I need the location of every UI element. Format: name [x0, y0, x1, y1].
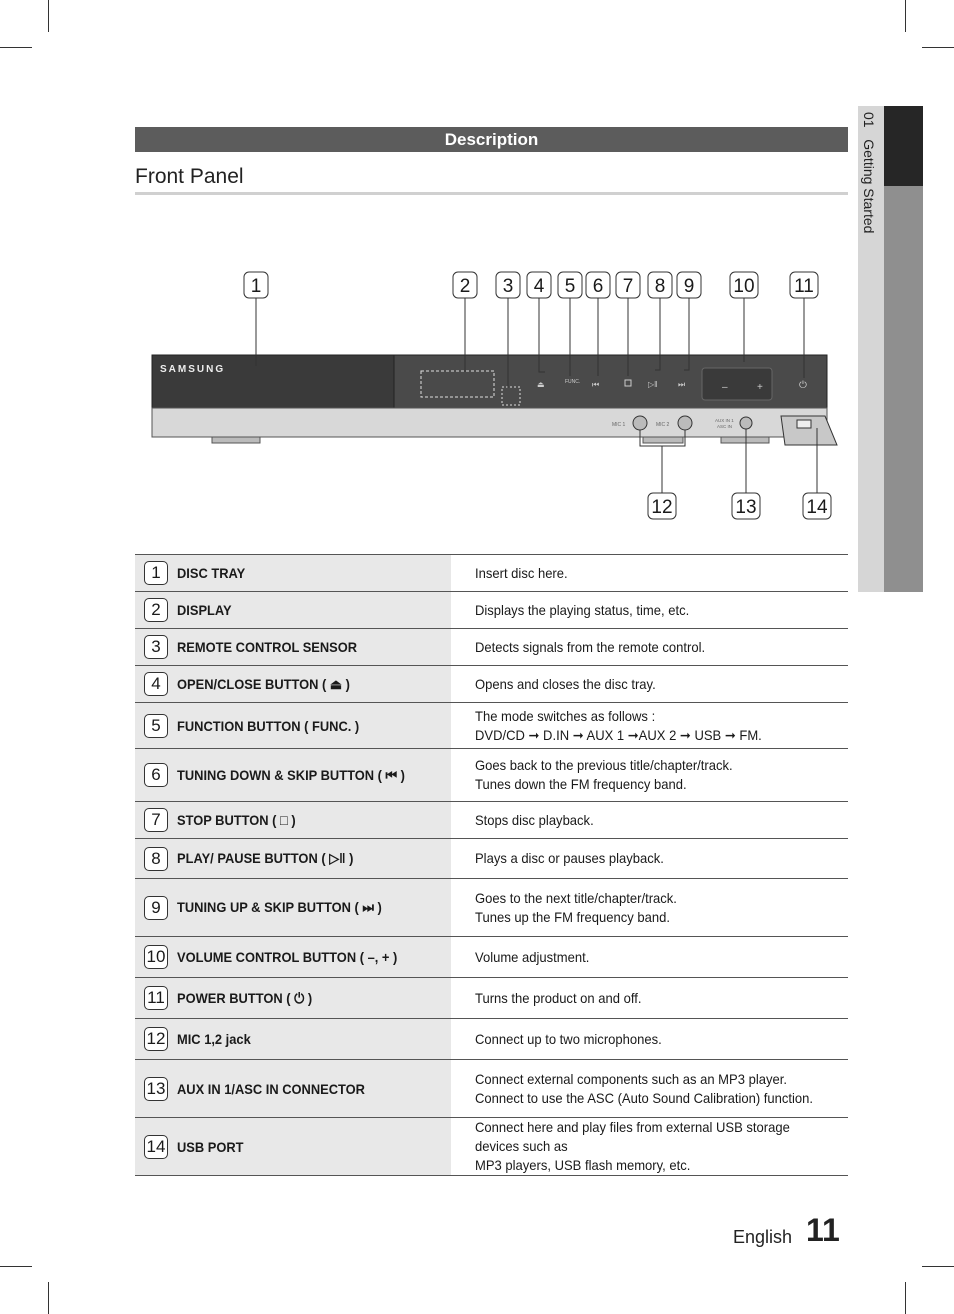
component-description	[475, 555, 822, 592]
description-line: Insert disc here.	[475, 564, 568, 581]
chapter-tab	[858, 106, 923, 592]
description-line: Plays a disc or pauses playback.	[475, 850, 664, 866]
component-description	[475, 978, 822, 1019]
chapter-tab-light	[858, 106, 884, 592]
callout-10	[730, 272, 758, 298]
svg-text:2: 2	[459, 276, 471, 297]
section-header: Description	[135, 127, 848, 152]
description-line: DVD/CD ➞ D.IN ➞ AUX 1 ➞AUX 2 ➞ USB ➞ FM.	[475, 726, 762, 743]
table-row	[135, 666, 848, 703]
component-description	[475, 749, 822, 802]
page-number: 11	[806, 1212, 840, 1248]
table-row	[135, 749, 848, 802]
callout-6	[586, 272, 610, 298]
callout-5	[558, 272, 582, 298]
description-table	[135, 554, 848, 1176]
callout-7	[616, 272, 640, 298]
usb-port	[797, 420, 811, 428]
callout-4	[527, 272, 551, 298]
row-number-badge: 10	[144, 945, 168, 969]
table-row	[135, 1019, 848, 1060]
svg-text:11: 11	[794, 276, 814, 297]
callout-11	[790, 272, 818, 298]
row-number-cell	[135, 629, 177, 666]
svg-text:1: 1	[250, 276, 262, 297]
svg-text:3: 3	[502, 276, 514, 297]
table-row	[135, 802, 848, 839]
description-line: Tunes up the FM frequency band.	[475, 908, 670, 925]
crop-mark	[48, 1282, 49, 1314]
description-line: Connect up to two microphones.	[475, 1030, 662, 1047]
mic2-jack	[678, 416, 692, 430]
svg-text:8: 8	[654, 276, 666, 297]
mic1-jack	[633, 416, 647, 430]
callout-2	[453, 272, 477, 298]
eject-icon: ⏏	[537, 380, 545, 389]
row-number-cell	[135, 802, 177, 839]
row-number-cell	[135, 937, 177, 978]
crop-mark	[905, 1282, 906, 1314]
row-number-badge: 5	[144, 714, 168, 738]
row-number-badge: 6	[144, 763, 168, 787]
table-row	[135, 555, 848, 592]
svg-text:6: 6	[592, 276, 604, 297]
power-icon: ⏻	[799, 380, 807, 391]
row-number-cell	[135, 703, 177, 749]
component-name: FUNCTION BUTTON ( FUNC. )	[177, 703, 451, 749]
svg-text:9: 9	[683, 276, 695, 297]
device-foot	[721, 437, 769, 443]
crop-mark	[0, 47, 32, 48]
table-row	[135, 879, 848, 937]
row-number-badge: 8	[144, 847, 168, 871]
device-foot	[643, 437, 683, 443]
skip-forward-icon: ⏭	[678, 380, 686, 389]
svg-text:5: 5	[564, 276, 576, 297]
row-number-cell	[135, 555, 177, 592]
row-number-badge: 9	[144, 896, 168, 920]
component-name: VOLUME CONTROL BUTTON ( –, + )	[177, 937, 451, 978]
row-number-cell	[135, 879, 177, 937]
volume-up-icon: +	[757, 382, 763, 393]
svg-text:7: 7	[622, 276, 634, 297]
row-number-badge: 4	[144, 672, 168, 696]
callout-12	[648, 493, 676, 519]
brand-logo: SAMSUNG	[160, 364, 226, 375]
component-description	[475, 1060, 822, 1118]
title-underline	[135, 192, 848, 195]
description-line: Connect to use the ASC (Auto Sound Calibration) function.	[475, 1089, 814, 1106]
component-name: POWER BUTTON ( ⏻ )	[177, 978, 451, 1019]
component-name: TUNING DOWN & SKIP BUTTON ( ⏮ )	[177, 749, 451, 802]
footer-language: English	[733, 1227, 793, 1247]
component-name: TUNING UP & SKIP BUTTON ( ⏭ )	[177, 879, 451, 937]
table-row	[135, 592, 848, 629]
device-foot	[212, 437, 260, 443]
aux-label: AUX IN 1	[715, 418, 734, 423]
description-line: MP3 players, USB flash memory, etc.	[475, 1157, 691, 1173]
disc-tray	[152, 355, 394, 408]
description-line: Displays the playing status, time, etc.	[475, 601, 690, 618]
table-row	[135, 978, 848, 1019]
table-row	[135, 1118, 848, 1176]
component-name: DISPLAY	[177, 592, 451, 629]
row-number-cell	[135, 749, 177, 802]
crop-mark	[0, 1266, 32, 1267]
description-line: Opens and closes the disc tray.	[475, 675, 656, 692]
chapter-tab-text	[861, 112, 877, 233]
callout-14	[803, 493, 831, 519]
description-line: Stops disc playback.	[475, 811, 594, 828]
description-line: The mode switches as follows :	[475, 707, 656, 724]
row-number-cell	[135, 666, 177, 703]
chapter-number: 01	[861, 112, 877, 128]
component-description	[475, 839, 822, 879]
component-description	[475, 879, 822, 937]
component-description	[475, 592, 822, 629]
callout-13	[732, 493, 760, 519]
row-number-badge: 1	[144, 561, 168, 585]
component-name: REMOTE CONTROL SENSOR	[177, 629, 451, 666]
callout-8	[648, 272, 672, 298]
component-description	[475, 703, 822, 749]
row-number-cell	[135, 592, 177, 629]
svg-text:14: 14	[806, 497, 828, 518]
component-name: USB PORT	[177, 1118, 451, 1176]
row-number-cell	[135, 1019, 177, 1060]
row-number-badge: 12	[144, 1027, 168, 1051]
description-line: Tunes down the FM frequency band.	[475, 776, 687, 792]
skip-back-icon: ⏮	[592, 380, 600, 389]
func-label: FUNC.	[565, 379, 581, 385]
component-name: MIC 1,2 jack	[177, 1019, 451, 1060]
description-line: Detects signals from the remote control.	[475, 638, 706, 655]
component-name: DISC TRAY	[177, 555, 451, 592]
component-description	[475, 629, 822, 666]
chapter-tab-dark	[884, 106, 923, 186]
component-name: STOP BUTTON ( □ )	[177, 802, 451, 839]
mic2-label: MIC 2	[656, 422, 670, 428]
row-number-cell	[135, 839, 177, 879]
row-number-badge: 3	[144, 635, 168, 659]
table-row	[135, 937, 848, 978]
row-number-badge: 14	[144, 1135, 168, 1159]
row-number-badge: 13	[144, 1077, 168, 1101]
table-row	[135, 629, 848, 666]
description-line: Connect here and play files from external USB storage devices such as	[475, 1119, 790, 1154]
front-panel-diagram	[135, 260, 848, 530]
asc-label: ASC IN	[717, 424, 733, 429]
description-line: Volume adjustment.	[475, 948, 590, 965]
component-description	[475, 666, 822, 703]
chapter-tab-grey	[884, 186, 923, 592]
svg-text:12: 12	[651, 497, 673, 518]
description-line: Goes to the next title/chapter/track.	[475, 889, 677, 906]
crop-mark	[48, 0, 49, 32]
component-description	[475, 937, 822, 978]
chapter-label: Getting Started	[861, 139, 877, 234]
svg-text:4: 4	[533, 276, 545, 297]
callout-1	[244, 272, 268, 298]
row-number-cell	[135, 978, 177, 1019]
component-name: OPEN/CLOSE BUTTON ( ⏏ )	[177, 666, 451, 703]
table-row	[135, 1060, 848, 1118]
play-pause-icon: ▷‖	[648, 380, 658, 389]
svg-text:13: 13	[735, 497, 757, 518]
crop-mark	[922, 47, 954, 48]
component-description	[475, 1019, 822, 1060]
mic1-label: MIC 1	[612, 422, 626, 428]
table-row	[135, 703, 848, 749]
component-name: AUX IN 1/ASC IN CONNECTOR	[177, 1060, 451, 1118]
page-title: Front Panel	[135, 165, 244, 188]
crop-mark	[922, 1266, 954, 1267]
callout-3	[496, 272, 520, 298]
component-description	[475, 1118, 822, 1176]
row-number-cell	[135, 1118, 177, 1176]
svg-text:10: 10	[733, 276, 755, 297]
description-line: Connect external components such as an MP3 player.	[475, 1070, 787, 1087]
volume-down-icon: –	[722, 382, 728, 393]
aux-jack	[740, 417, 752, 429]
row-number-badge: 11	[144, 986, 168, 1010]
description-line: Turns the product on and off.	[475, 989, 642, 1006]
table-row	[135, 839, 848, 879]
component-name: PLAY/ PAUSE BUTTON ( ▷‖ )	[177, 839, 451, 879]
description-line: Goes back to the previous title/chapter/track.	[475, 757, 733, 773]
row-number-badge: 7	[144, 808, 168, 832]
row-number-badge: 2	[144, 598, 168, 622]
crop-mark	[905, 0, 906, 32]
component-description	[475, 802, 822, 839]
callout-9	[677, 272, 701, 298]
row-number-cell	[135, 1060, 177, 1118]
